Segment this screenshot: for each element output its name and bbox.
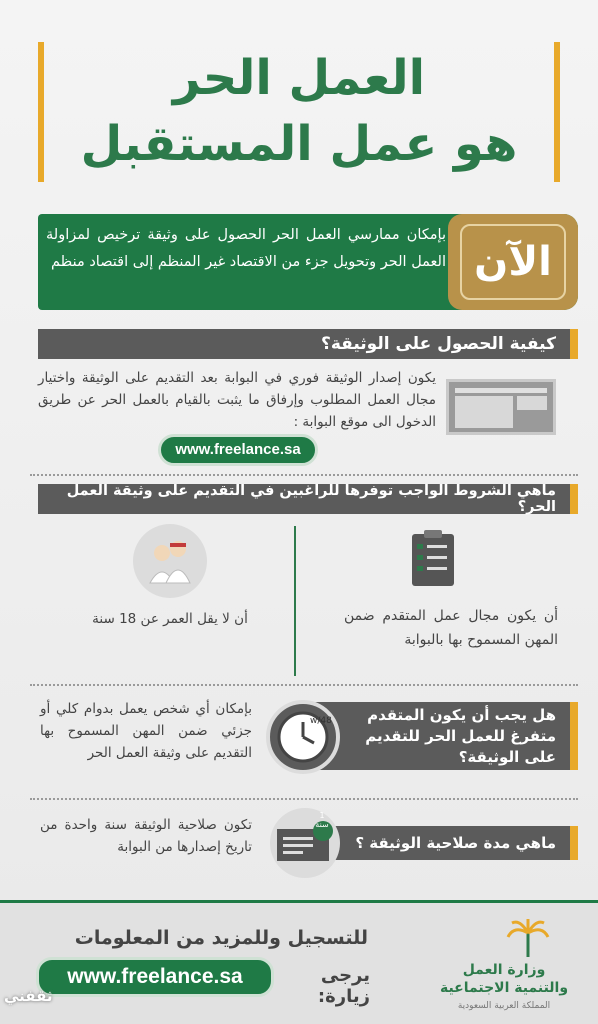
clock-label: w/48 [310, 716, 332, 726]
checklist-icon [408, 528, 458, 588]
divider [30, 474, 578, 476]
now-banner [38, 214, 578, 310]
footer-freelance-link[interactable]: www.freelance.sa [36, 957, 274, 997]
footer [0, 900, 598, 1024]
title-block [38, 42, 560, 182]
ministry-line3: المملكة العربية السعودية [457, 1001, 551, 1011]
certificate-badge-unit: سنة [315, 820, 329, 829]
validity-answer: تكون صلاحية الوثيقة سنة واحدة من تاريخ إصدارها من البوابة [40, 817, 252, 855]
people-icon [133, 524, 207, 598]
now-badge [448, 214, 578, 310]
conditions-divider [294, 526, 296, 676]
divider [30, 798, 578, 800]
footer-line2: يرجى زيارة: [317, 965, 370, 1007]
conditions-heading: ماهي الشروط الواجب توفرها للراغبين في التقديم على وثيقة العمل الحر؟ [38, 484, 570, 514]
page-title-line2: هو عمل المستقبل [80, 116, 518, 172]
freelance-link[interactable]: www.freelance.sa [158, 434, 318, 466]
now-badge-label: الآن [460, 224, 566, 300]
browser-window-icon [446, 379, 556, 435]
certificate-badge [312, 811, 332, 829]
field-condition: أن يكون مجال عمل المتقدم ضمن المهن المسموح بها بالبوابة [344, 608, 558, 648]
ministry-line2: والتنمية الاجتماعية [439, 980, 569, 996]
age-condition: أن لا يقل العمر عن 18 سنة [92, 611, 248, 627]
page-title-line1: العمل الحر [172, 50, 426, 106]
ministry-line1: وزارة العمل [462, 962, 546, 978]
divider [30, 684, 578, 686]
clock-icon [266, 700, 340, 774]
ministry-name [430, 961, 578, 1015]
how-section-text: يكون إصدار الوثيقة فوري في البوابة بعد التقديم على الوثيقة واختيار مجال العمل المطلوب وإرفاق ما يثبت بالقيام بالعمل الحر عن طريق الدخول الى موقع البوابة : [38, 370, 436, 430]
watermark: ثقفني [4, 987, 53, 1005]
how-section-heading: كيفية الحصول على الوثيقة؟ [38, 329, 570, 359]
now-banner-text: بإمكان ممارسي العمل الحر الحصول على وثيقة ترخيص لمزاولة العمل الحر وتحويل جزء من الاقتصاد غير المنظم إلى اقتصاد منظم [46, 227, 446, 270]
ministry-logo-icon [505, 917, 551, 961]
validity-question: ماهي مدة صلاحية الوثيقة ؟ [300, 826, 570, 860]
certificate-badge-num: 1 [319, 811, 325, 820]
fulltime-answer: بإمكان أي شخص يعمل بدوام كلي أو جزئي ضمن المهن المسموح بها التقديم على وثيقة العمل الحر [40, 701, 252, 761]
fulltime-question: هل يجب أن يكون المتقدم متفرغ للعمل الحر للتقديم على الوثيقة؟ [300, 702, 570, 770]
footer-line1: للتسجيل وللمزيد من المعلومات [74, 927, 368, 949]
